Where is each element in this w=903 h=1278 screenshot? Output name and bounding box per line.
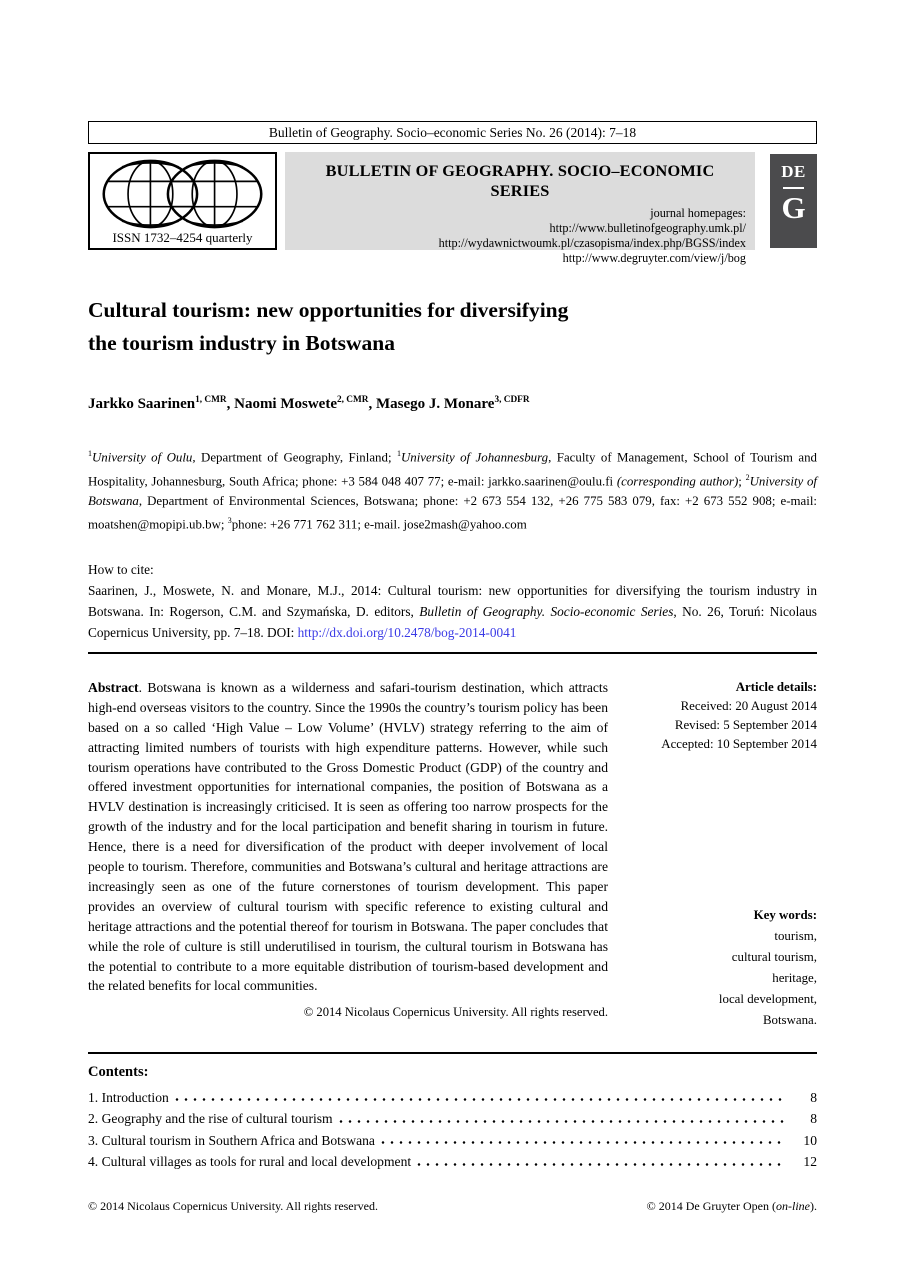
toc-dot-leader xyxy=(339,1108,785,1130)
paper-page xyxy=(88,121,817,1214)
journal-homepage-url: http://wydawnictwoumk.pl/czasopisma/index.php/BGSS/index xyxy=(438,236,746,250)
how-to-cite-label: How to cite: xyxy=(88,561,154,577)
footer-copyright-left: © 2014 Nicolaus Copernicus University. All rights reserved. xyxy=(88,1198,378,1213)
toc-dot-leader xyxy=(381,1130,785,1152)
abstract-column xyxy=(88,678,608,1031)
affiliations: $^1$University of Oulu, Department of Geography, Finland; $^1$University of Johannesburg, Faculty of Management, School of Tourism and Hospitality, Johannesburg, South Africa; phone: +3 584 048 407 77; e-mail: jarkko.saarinen@oulu.fi (corresponding author); $^2$University of Botswana, Department of Environmental Sciences, Botswana; phone: +2 673 554 132, +26 775 583 079, fax: +2 673 552 908; e-mail: moatshen@mopipi.ub.bw; $^3$phone: +26 771 762 311; e-mail. jose2mash@yahoo.com xyxy=(88,449,818,532)
article-title xyxy=(88,294,817,360)
abstract-copyright: © 2014 Nicolaus Copernicus University. All rights reserved. xyxy=(303,1005,608,1020)
toc-item-label: 2. Geography and the rise of cultural tourism xyxy=(88,1111,333,1127)
abstract-text: Abstract. Botswana is known as a wilderness and safari-tourism destination, which attracts high-end overseas visitors to the country. Since the 1990s the country’s tourism policy has been based on a so called ‘High Value – Low Volume’ (HVLV) strategy referring to the aim of attracting limited numbers of tourists with high expenditure patterns. However, while such tourism operations have contributed to the Gross Domestic Product (GDP) of the country and offered investment opportunities for international companies, the position of Botswana as a HVLV destination is increasingly criticised. It is seen as offering too narrow prospects for the growth of the industry and for the local participation and benefit sharing in tourism in future. Hence, there is a need for diversification of the product with deeper involvement of local people to tourism. Therefore, communities and Botswana’s cultural and heritage attractions are increasingly seen as one of the future cornerstones of tourism development. This paper provides an overview of cultural tourism with specific reference to existing cultural and heritage attractions and the potential thereof for tourism in Botswana. The paper concludes that while the role of culture is still underutilised in tourism, the cultural tourism in Botswana has the potential to contribute to a more equitable distribution of tourism-based development and the related benefits for local communities. xyxy=(88,679,608,994)
toc-dot-leader xyxy=(175,1087,785,1109)
journal-homepages xyxy=(294,206,746,266)
article-details-heading: Article details: xyxy=(735,679,817,694)
masthead-info-box xyxy=(285,152,755,265)
toc-page-number: 12 xyxy=(803,1154,817,1170)
footer-copyright-right: © 2014 De Gruyter Open (on-line). xyxy=(646,1198,817,1213)
table-of-contents xyxy=(88,1087,817,1173)
toc-item-label: 4. Cultural villages as tools for rural and local development xyxy=(88,1154,412,1170)
how-to-cite xyxy=(88,559,817,643)
toc-item xyxy=(88,1087,817,1109)
toc-page-number: 8 xyxy=(810,1111,817,1127)
accepted-date: Accepted: 10 September 2014 xyxy=(661,736,817,751)
keywords-heading: Key words: xyxy=(753,907,817,922)
de-gruyter-logo xyxy=(770,154,817,248)
toc-item-label: 3. Cultural tourism in Southern Africa and Botswana xyxy=(88,1132,375,1148)
article-title-line: Cultural tourism: new opportunities for diversifying xyxy=(88,298,569,322)
contents-heading: Contents: xyxy=(88,1063,149,1080)
author-line: Jarkko Saarinen$^{1, CMR}$, Naomi Moswete$^{2, CMR}$, Masego J. Monare$^{3, CDFR}$ xyxy=(88,395,530,412)
keyword: cultural tourism, xyxy=(731,949,817,964)
issn-text: ISSN 1732–4254 quarterly xyxy=(112,230,253,245)
divider xyxy=(88,652,817,654)
homepages-label: journal homepages: xyxy=(650,206,746,220)
de-gruyter-logo-g: G xyxy=(781,190,806,225)
keyword: heritage, xyxy=(772,970,817,985)
issn-logo-box xyxy=(88,152,277,250)
toc-dot-leader xyxy=(417,1151,785,1173)
keyword: local development, xyxy=(718,991,817,1006)
journal-homepage-url: http://www.degruyter.com/view/j/bog xyxy=(562,251,746,265)
journal-title: BULLETIN OF GEOGRAPHY. SOCIO–ECONOMIC SERIES xyxy=(325,161,715,200)
keyword: tourism, xyxy=(774,928,817,943)
de-gruyter-logo-de: DE xyxy=(781,162,806,181)
toc-item-label: 1. Introduction xyxy=(88,1089,169,1105)
toc-page-number: 8 xyxy=(810,1089,817,1105)
article-title-line: the tourism industry in Botswana xyxy=(88,331,396,355)
divider xyxy=(88,1052,817,1054)
abstract-section xyxy=(88,678,817,1031)
de-gruyter-logo-rule xyxy=(783,187,804,189)
doi-link[interactable]: http://dx.doi.org/10.2478/bog-2014-0041 xyxy=(297,624,517,640)
keyword: Botswana. xyxy=(762,1012,817,1027)
journal-citation-bar: Bulletin of Geography. Socio–economic Series No. 26 (2014): 7–18 xyxy=(88,121,817,144)
revised-date: Revised: 5 September 2014 xyxy=(674,717,817,732)
toc-item xyxy=(88,1130,817,1152)
article-details xyxy=(620,678,817,754)
journal-homepage-url: http://www.bulletinofgeography.umk.pl/ xyxy=(549,221,746,235)
toc-item xyxy=(88,1108,817,1130)
masthead xyxy=(88,152,817,265)
citation-text: Saarinen, J., Moswete, N. and Monare, M.J., 2014: Cultural tourism: new opportunities for diversifying the tourism industry in Botswana. In: Rogerson, C.M. and Szymańska, D. editors, Bulletin of Geography. Socio-economic Series, No. 26, Toruń: Nicolaus Copernicus University, pp. 7–18. DOI: http://dx.doi.org/10.2478/bog-2014-0041 xyxy=(88,582,817,640)
contents-section xyxy=(88,1064,817,1173)
article-meta-column xyxy=(620,678,817,1031)
globes-icon xyxy=(93,159,272,229)
received-date: Received: 20 August 2014 xyxy=(680,698,817,713)
toc-item xyxy=(88,1151,817,1173)
keywords xyxy=(620,905,817,1031)
toc-page-number: 10 xyxy=(803,1132,817,1148)
page-footer xyxy=(88,1199,817,1214)
